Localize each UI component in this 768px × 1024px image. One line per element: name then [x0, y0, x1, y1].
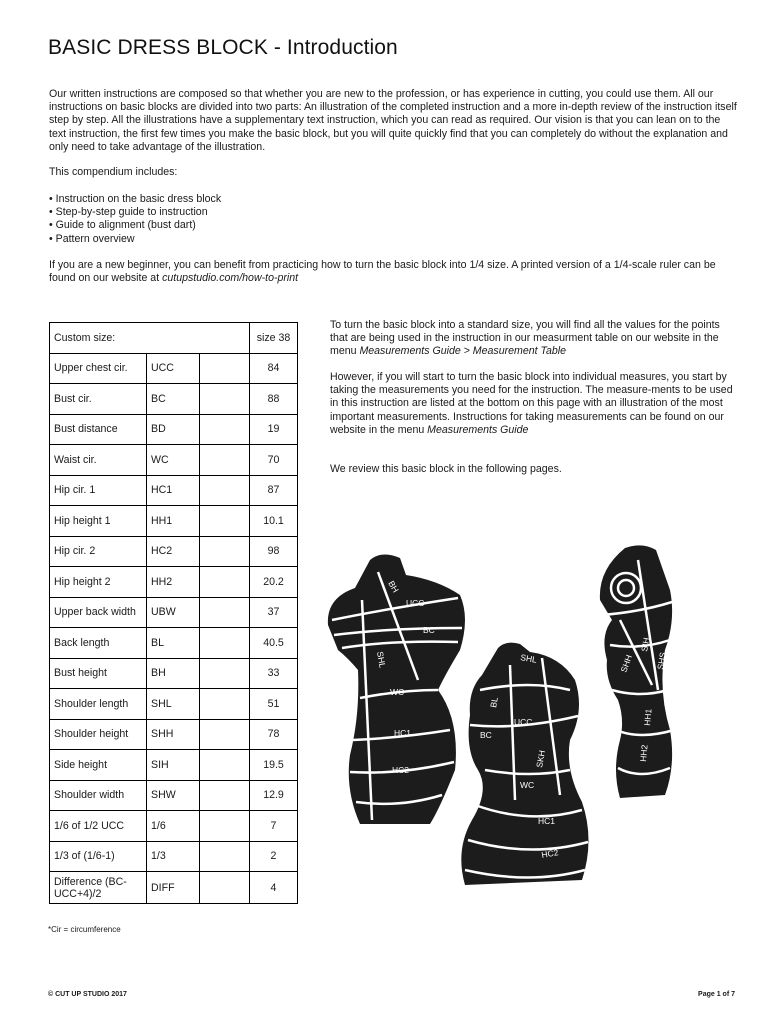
measure-name: Upper back width — [50, 597, 147, 628]
empty-cell — [200, 445, 250, 476]
measure-name: Difference (BC-UCC+4)/2 — [50, 872, 147, 904]
compendium-list — [49, 193, 221, 246]
back-label-ucc: UCC — [514, 717, 533, 727]
empty-cell — [200, 689, 250, 720]
measure-value: 78 — [250, 719, 298, 750]
measure-name: Waist cir. — [50, 445, 147, 476]
front-label-bh: BH — [386, 579, 401, 595]
measure-value: 40.5 — [250, 628, 298, 659]
empty-cell — [200, 658, 250, 689]
measure-abbr: UCC — [147, 353, 200, 384]
measure-abbr: BH — [147, 658, 200, 689]
front-label-shl: SHL — [375, 650, 388, 669]
list-item: • Pattern overview — [49, 232, 135, 245]
table-header-size: size 38 — [250, 323, 298, 354]
compendium-heading: This compendium includes: — [49, 166, 178, 178]
table-row — [50, 353, 298, 384]
page-number: Page 1 of 7 — [698, 991, 735, 998]
measure-name: Hip height 1 — [50, 506, 147, 537]
measure-value: 2 — [250, 841, 298, 872]
measure-value: 87 — [250, 475, 298, 506]
measure-abbr: BL — [147, 628, 200, 659]
measure-name: Bust height — [50, 658, 147, 689]
back-label-skh: SKH — [534, 749, 548, 769]
measure-name: Hip cir. 1 — [50, 475, 147, 506]
empty-cell — [200, 384, 250, 415]
empty-cell — [200, 872, 250, 904]
empty-cell — [200, 475, 250, 506]
measure-value: 7 — [250, 811, 298, 842]
individual-measures-text: However, if you will start to turn the basic block into individual measures, you start by taking the measurements you need for the instruction. The measure-ments to be used in this instruction are listed at the bottom on this page with an illustration of the most important measurements. Instructions for taking measurements can be found on our website in the menu — [330, 371, 733, 436]
measure-abbr: 1/3 — [147, 841, 200, 872]
individual-measures-paragraph — [330, 371, 740, 437]
back-label-shl: SHL — [519, 652, 538, 665]
measure-value: 19.5 — [250, 750, 298, 781]
side-label-shh: SHH — [618, 653, 635, 674]
side-label-shs: SHS — [655, 651, 669, 671]
measure-name: Bust cir. — [50, 384, 147, 415]
back-label-bc: BC — [480, 730, 492, 740]
empty-cell — [200, 414, 250, 445]
table-row — [50, 811, 298, 842]
measure-name: 1/3 of (1/6-1) — [50, 841, 147, 872]
table-footnote: *Cir = circumference — [48, 925, 121, 934]
table-row — [50, 506, 298, 537]
table-row — [50, 475, 298, 506]
copyright-footer: © CUT UP STUDIO 2017 — [48, 991, 127, 998]
side-label-sih: SIH — [639, 636, 652, 653]
standard-size-paragraph — [330, 319, 740, 359]
measure-value: 51 — [250, 689, 298, 720]
side-label-hh2: HH2 — [638, 744, 650, 763]
front-label-hc2: HC2 — [392, 765, 410, 775]
list-item: • Instruction on the basic dress block — [49, 193, 222, 205]
measure-abbr: BC — [147, 384, 200, 415]
measure-name: Bust distance — [50, 414, 147, 445]
table-row — [50, 384, 298, 415]
list-item: • Guide to alignment (bust dart) — [49, 219, 196, 232]
empty-cell — [200, 567, 250, 598]
table-row — [50, 567, 298, 598]
table-row — [50, 536, 298, 567]
measurement-table — [49, 322, 298, 904]
measure-value: 33 — [250, 658, 298, 689]
empty-cell — [200, 780, 250, 811]
measure-name: Side height — [50, 750, 147, 781]
empty-cell — [200, 719, 250, 750]
back-label-wc: WC — [520, 780, 535, 790]
table-row — [50, 841, 298, 872]
measure-abbr: HH1 — [147, 506, 200, 537]
measure-name: Back length — [50, 628, 147, 659]
table-row — [50, 414, 298, 445]
empty-cell — [200, 536, 250, 567]
intro-paragraph: Our written instructions are composed so that whether you are new to the profession, or has experience in cutting, you could use them. All our instructions on basic blocks are divided into two parts: An illustration of the completed instruction and a more in-depth review of the instruction itself step by step. All the illustrations have a supplementary text instruction, which you can read as required. Our vision is that you can lean on to the text instruction, the first few times you make the basic block, but you will quite quickly find that you can completely do without the explanation and only need to take advantage of the illustration. — [49, 88, 737, 153]
table-header-label: Custom size: — [50, 323, 250, 354]
empty-cell — [200, 750, 250, 781]
front-label-ucc: UCC — [406, 598, 425, 608]
table-row — [50, 689, 298, 720]
empty-cell — [200, 841, 250, 872]
table-row — [50, 597, 298, 628]
measurements-guide-link: Measurements Guide — [427, 423, 529, 436]
review-paragraph: We review this basic block in the following pages. — [330, 463, 562, 475]
beginner-text: If you are a new beginner, you can benefit from practicing how to turn the basic block into 1/4 size. A printed version of a 1/4-scale ruler can be found on our website at — [49, 259, 716, 285]
measure-value: 37 — [250, 597, 298, 628]
side-label-hh1: HH1 — [642, 708, 654, 727]
list-item: • Step-by-step guide to instruction — [49, 206, 208, 219]
measure-value: 70 — [250, 445, 298, 476]
measure-abbr: SHL — [147, 689, 200, 720]
measure-abbr: HC2 — [147, 536, 200, 567]
table-row — [50, 658, 298, 689]
mannequin-illustrations — [320, 540, 760, 905]
measure-value: 10.1 — [250, 506, 298, 537]
empty-cell — [200, 597, 250, 628]
measure-abbr: SIH — [147, 750, 200, 781]
front-mannequin — [328, 554, 465, 824]
front-label-bc: BC — [423, 625, 435, 635]
page-title: BASIC DRESS BLOCK - Introduction — [48, 36, 398, 59]
measure-abbr: 1/6 — [147, 811, 200, 842]
table-row — [50, 719, 298, 750]
measure-name: Shoulder width — [50, 780, 147, 811]
measure-name: Shoulder length — [50, 689, 147, 720]
measure-abbr: BD — [147, 414, 200, 445]
website-link[interactable]: cutupstudio.com/how-to-print — [162, 272, 299, 285]
side-mannequin — [600, 545, 674, 798]
measure-name: Hip cir. 2 — [50, 536, 147, 567]
table-row — [50, 628, 298, 659]
measure-value: 20.2 — [250, 567, 298, 598]
table-row — [50, 872, 298, 904]
measure-abbr: SHW — [147, 780, 200, 811]
back-label-hc2: HC2 — [540, 847, 560, 860]
measure-name: Shoulder height — [50, 719, 147, 750]
measure-value: 12.9 — [250, 780, 298, 811]
measure-abbr: HH2 — [147, 567, 200, 598]
measure-value: 84 — [250, 353, 298, 384]
measure-value: 98 — [250, 536, 298, 567]
measure-value: 19 — [250, 414, 298, 445]
measure-name: Hip height 2 — [50, 567, 147, 598]
table-row — [50, 445, 298, 476]
measure-abbr: UBW — [147, 597, 200, 628]
table-row — [50, 750, 298, 781]
back-mannequin — [461, 643, 588, 885]
front-label-wc: WC — [390, 687, 405, 697]
empty-cell — [200, 811, 250, 842]
table-row — [50, 780, 298, 811]
measure-abbr: HC1 — [147, 475, 200, 506]
measure-abbr: DIFF — [147, 872, 200, 904]
measure-value: 88 — [250, 384, 298, 415]
empty-cell — [200, 628, 250, 659]
measurement-table-link: Measurements Guide > Measurement Table — [359, 345, 567, 358]
measure-value: 4 — [250, 872, 298, 904]
standard-size-text: To turn the basic block into a standard size, you will find all the values for the points that are being used in the instruction in our measurment table on our website in the menu — [330, 319, 720, 358]
measure-name: Upper chest cir. — [50, 353, 147, 384]
back-label-hc1: HC1 — [538, 816, 556, 826]
measure-name: 1/6 of 1/2 UCC — [50, 811, 147, 842]
table-header-row — [50, 323, 298, 354]
beginner-paragraph — [49, 259, 739, 285]
measure-abbr: WC — [147, 445, 200, 476]
empty-cell — [200, 506, 250, 537]
front-label-hc1: HC1 — [394, 728, 412, 738]
measure-abbr: SHH — [147, 719, 200, 750]
empty-cell — [200, 353, 250, 384]
back-label-bl: BL — [488, 696, 500, 709]
